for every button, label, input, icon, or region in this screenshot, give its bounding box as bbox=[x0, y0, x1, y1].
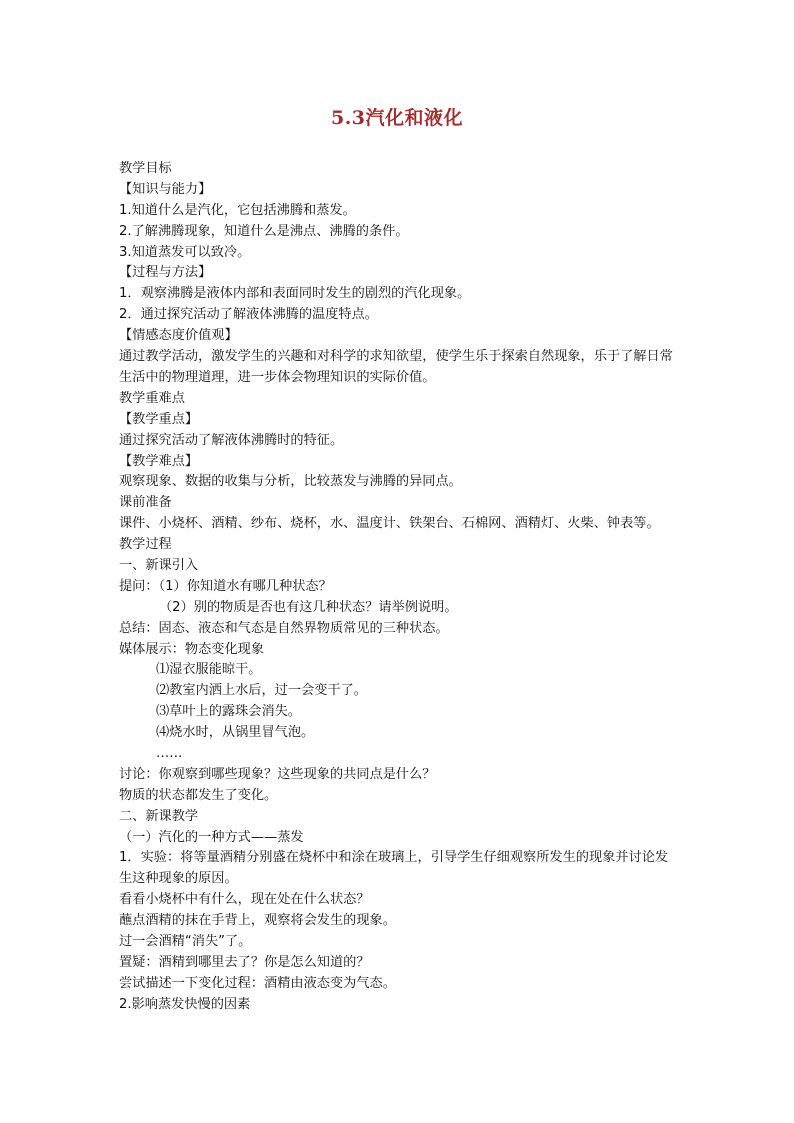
body-line: 1.知道什么是汽化，它包括沸腾和蒸发。 bbox=[119, 202, 356, 218]
body-line: 2.了解沸腾现象，知道什么是沸点、沸腾的条件。 bbox=[119, 223, 409, 239]
body-line: 观察现象、数据的收集与分析，比较蒸发与沸腾的异同点。 bbox=[119, 474, 462, 490]
body-line: 讨论：你观察到哪些现象？这些现象的共同点是什么？ bbox=[119, 766, 436, 782]
body-line: 2.影响蒸发快慢的因素 bbox=[119, 996, 251, 1012]
body-line: 【过程与方法】 bbox=[119, 265, 212, 281]
body-line: ⑷烧水时，从锅里冒气泡。 bbox=[156, 725, 315, 741]
body-line: 【知识与能力】 bbox=[119, 181, 212, 197]
body-line: 通过探究活动了解液体沸腾时的特征。 bbox=[119, 432, 344, 448]
body-line: （一）汽化的一种方式——蒸发 bbox=[119, 829, 304, 845]
body-line: （2）别的物质是否也有这几种状态？请举例说明。 bbox=[159, 599, 458, 615]
body-line: 教学目标 bbox=[119, 161, 172, 176]
body-line: 1．实验：将等量酒精分别盛在烧杯中和涂在玻璃上，引导学生仔细观察所发生的现象并讨论发生这种现象的原因。 bbox=[119, 850, 669, 887]
body-line: …… bbox=[156, 745, 183, 761]
body-line: 1．观察沸腾是液体内部和表面同时发生的剧烈的汽化现象。 bbox=[119, 286, 471, 302]
body-line: 【教学重点】 bbox=[119, 411, 199, 427]
body-line: 一、新课引入 bbox=[119, 557, 199, 573]
body-line: 总结：固态、液态和气态是自然界物质常见的三种状态。 bbox=[119, 620, 449, 636]
body-line: 课件、小烧杯、酒精、纱布、烧杯，水、温度计、铁架台、石棉网、酒精灯、火柴、钟表等。 bbox=[119, 516, 660, 532]
body-line: 教学过程 bbox=[119, 537, 172, 553]
body-line: 2．通过探究活动了解液体沸腾的温度特点。 bbox=[119, 307, 378, 323]
body-line: 通过教学活动，激发学生的兴趣和对科学的求知欲望，使学生乐于探索自然现象，乐于了解日常生活中的物理道理，进一步体会物理知识的实际价值。 bbox=[119, 349, 673, 385]
body-line: 置疑：酒精到哪里去了？你是怎么知道的？ bbox=[119, 954, 370, 970]
body-line: 尝试描述一下变化过程：酒精由液态变为气态。 bbox=[119, 975, 396, 991]
document-title: 5.3汽化和液化 bbox=[330, 107, 464, 129]
body-line: 【教学难点】 bbox=[119, 453, 199, 469]
body-line: 二、新课教学 bbox=[119, 808, 199, 824]
body-line: 过一会酒精“消失”了。 bbox=[119, 934, 252, 950]
body-line: 蘸点酒精的抹在手背上，观察将会发生的现象。 bbox=[119, 913, 396, 929]
body-line: 3.知道蒸发可以致冷。 bbox=[119, 244, 251, 260]
body-line: ⑴湿衣服能晾干。 bbox=[156, 662, 262, 678]
body-line: 提问：（1）你知道水有哪几种状态？ bbox=[119, 578, 332, 594]
body-line: 教学重难点 bbox=[119, 390, 185, 406]
body-line: 看看小烧杯中有什么，现在处在什么状态？ bbox=[119, 892, 370, 908]
document-body bbox=[119, 159, 679, 1016]
body-line: ⑶草叶上的露珠会消失。 bbox=[156, 704, 302, 720]
body-line: 课前准备 bbox=[119, 495, 172, 511]
body-line: 物质的状态都发生了变化。 bbox=[119, 787, 278, 803]
body-line: ⑵教室内洒上水后，过一会变干了。 bbox=[156, 683, 367, 699]
body-line: 媒体展示：物态变化现象 bbox=[119, 641, 265, 657]
body-line: 【情感态度价值观】 bbox=[119, 328, 238, 344]
